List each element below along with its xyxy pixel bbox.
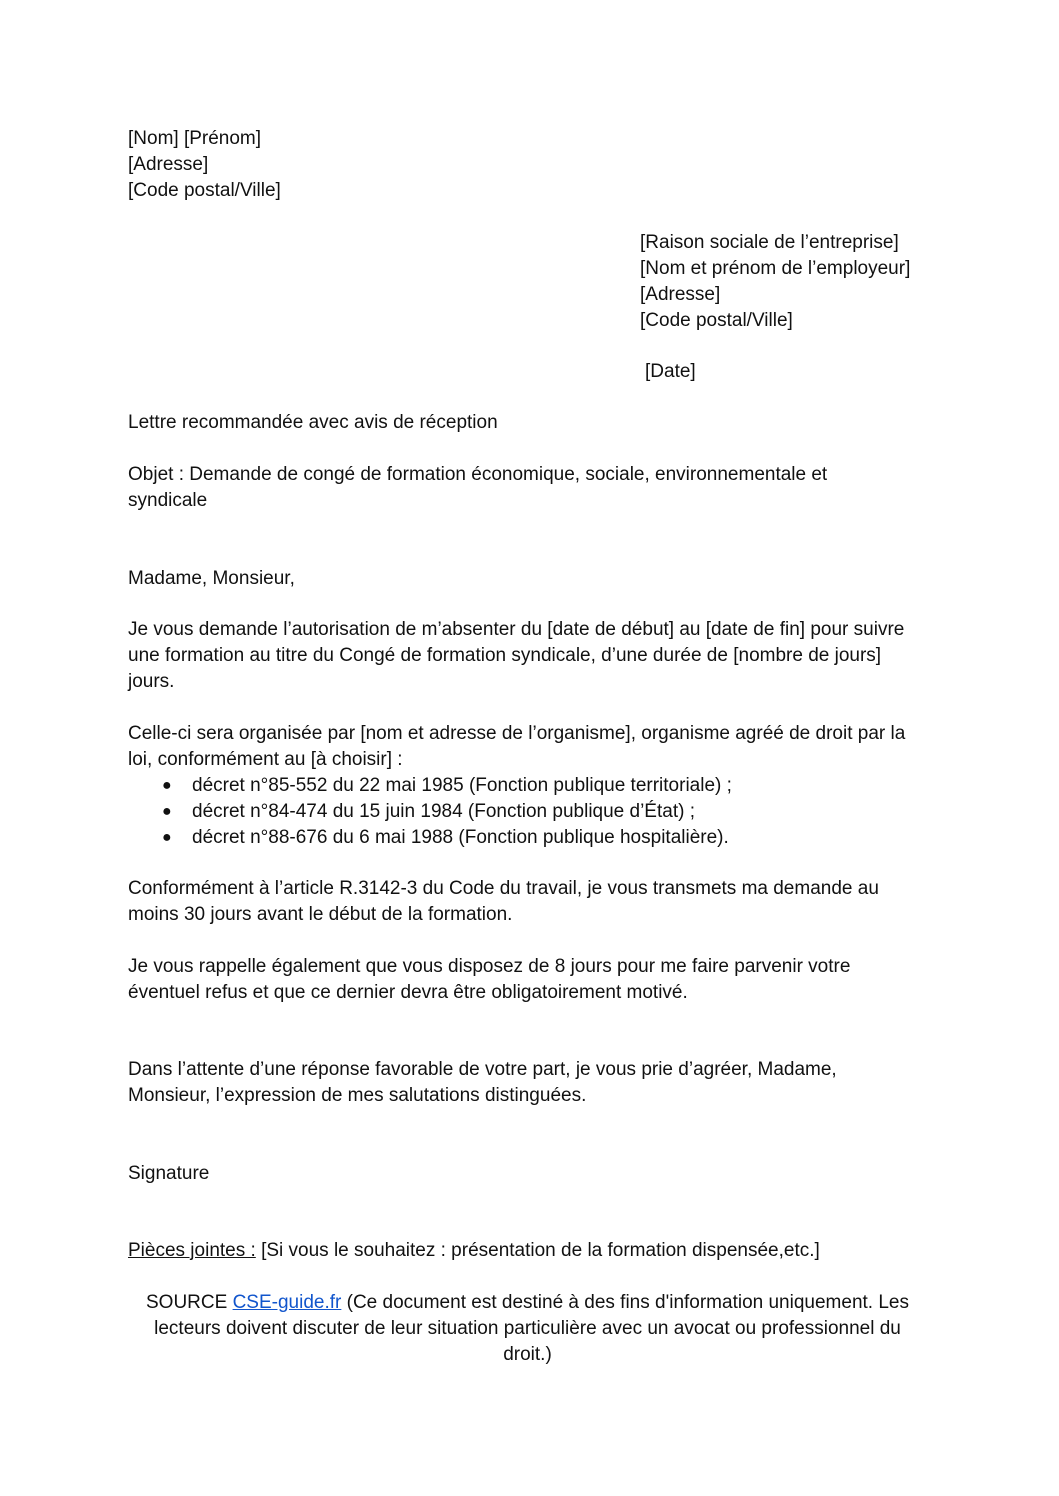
sender-address: [Adresse]	[128, 154, 209, 175]
source-line-1: (Ce document est destiné à des fins d'information uniquement. Les	[341, 1292, 909, 1313]
decree-text: décret n°84-474 du 15 juin 1984 (Fonction publique d’État) ;	[192, 801, 695, 822]
recipient-address: [Adresse]	[640, 284, 721, 305]
signature: Signature	[128, 1163, 210, 1184]
recipient-block	[640, 230, 1020, 334]
subject-line-2: syndicale	[128, 490, 208, 511]
bullet-icon: ●	[162, 829, 172, 846]
reminder-line-2: éventuel refus et que ce dernier devra être obligatoirement motivé.	[128, 982, 688, 1003]
mail-type: Lettre recommandée avec avis de réception	[128, 412, 498, 433]
sender-block	[128, 126, 948, 204]
request-line-2: une formation au titre du Congé de formation syndicale, d’une durée de [nombre de jours]	[128, 645, 882, 666]
closing-line-1: Dans l’attente d’une réponse favorable de votre part, je vous prie d’agréer, Madame,	[128, 1059, 837, 1080]
organisation-paragraph	[128, 721, 948, 851]
reminder-line-1: Je vous rappelle également que vous disposez de 8 jours pour me faire parvenir votre	[128, 956, 851, 977]
decree-text: décret n°88-676 du 6 mai 1988 (Fonction publique hospitalière).	[192, 827, 729, 848]
list-item	[128, 773, 948, 799]
greeting: Madame, Monsieur,	[128, 568, 295, 589]
request-paragraph	[128, 617, 948, 695]
source-note	[120, 1290, 935, 1368]
reminder-paragraph	[128, 954, 948, 1006]
legal-line-2: moins 30 jours avant le début de la formation.	[128, 904, 513, 925]
organisation-line-1: Celle-ci sera organisée par [nom et adresse de l’organisme], organisme agréé de droit par la	[128, 723, 906, 744]
closing-paragraph	[128, 1057, 948, 1109]
source-line-3: droit.)	[503, 1344, 552, 1365]
organisation-line-2: loi, conformément au [à choisir] :	[128, 749, 403, 770]
request-line-3: jours.	[128, 671, 175, 692]
legal-paragraph	[128, 876, 948, 928]
legal-line-1: Conformément à l’article R.3142-3 du Code du travail, je vous transmets ma demande au	[128, 878, 879, 899]
recipient-city: [Code postal/Ville]	[640, 310, 793, 331]
attachments-label: Pièces jointes :	[128, 1240, 256, 1261]
request-line-1: Je vous demande l’autorisation de m’absenter du [date de début] au [date de fin] pour suivre	[128, 619, 905, 640]
decree-text: décret n°85-552 du 22 mai 1985 (Fonction publique territoriale) ;	[192, 775, 732, 796]
source-prefix: SOURCE	[146, 1292, 233, 1313]
recipient-employer: [Nom et prénom de l’employeur]	[640, 258, 911, 279]
sender-name: [Nom] [Prénom]	[128, 128, 262, 149]
sender-city: [Code postal/Ville]	[128, 180, 281, 201]
list-item	[128, 799, 948, 825]
attachments	[128, 1238, 948, 1264]
attachments-text: [Si vous le souhaitez : présentation de la formation dispensée,etc.]	[255, 1240, 820, 1261]
source-line-2: lecteurs doivent discuter de leur situation particulière avec un avocat ou professionnel du	[154, 1318, 901, 1339]
bullet-icon: ●	[162, 777, 172, 794]
decree-list	[128, 773, 948, 851]
recipient-company: [Raison sociale de l’entreprise]	[640, 232, 899, 253]
subject-block	[128, 462, 948, 514]
subject-line-1: Objet : Demande de congé de formation économique, sociale, environnementale et	[128, 464, 828, 485]
closing-line-2: Monsieur, l’expression de mes salutations distinguées.	[128, 1085, 587, 1106]
list-item	[128, 825, 948, 851]
letter-date: [Date]	[645, 361, 696, 382]
bullet-icon: ●	[162, 803, 172, 820]
source-link[interactable]: CSE-guide.fr	[232, 1292, 342, 1313]
